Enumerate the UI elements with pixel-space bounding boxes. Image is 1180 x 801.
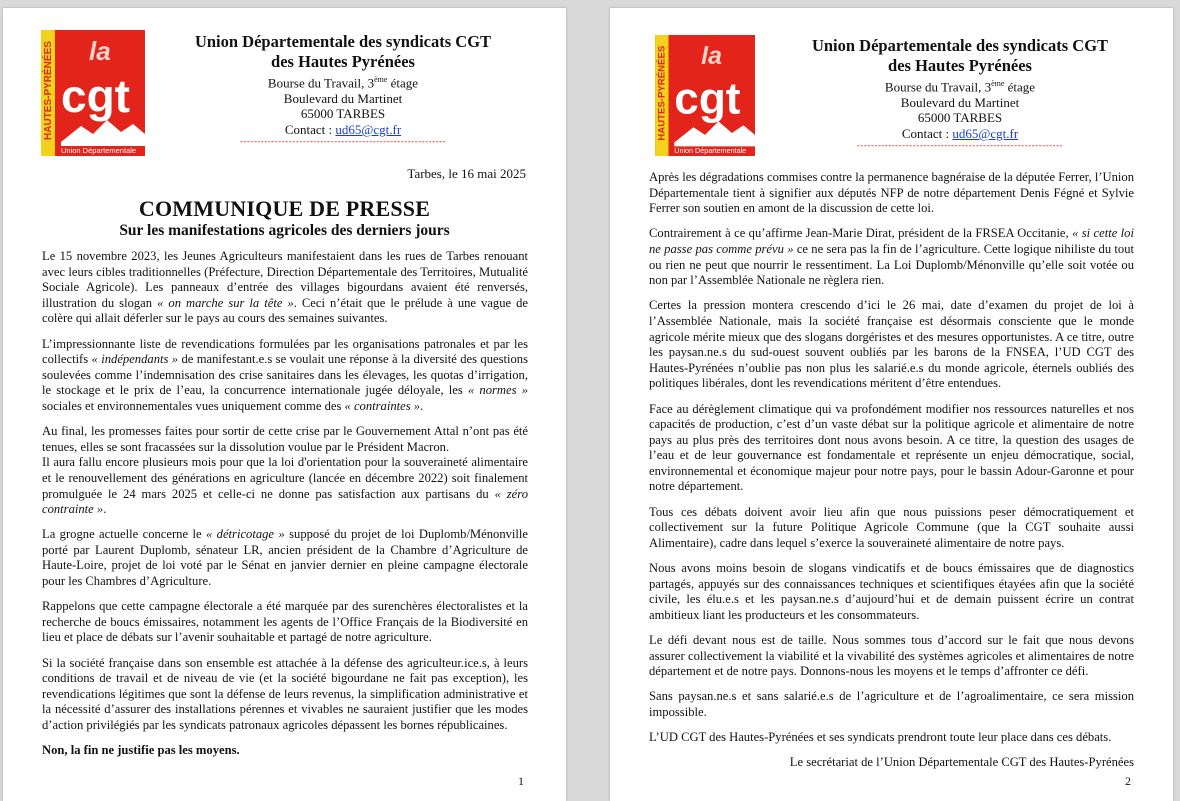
logo-cgt-text: cgt bbox=[61, 70, 130, 122]
page-gap bbox=[566, 0, 610, 801]
paragraph: Au final, les promesses faites pour sortir de cette crise par le Gouvernement Attal n’ont pas été tenues, elles se sont fracassées sur la dissolution voulue par le Président Macron. bbox=[42, 424, 528, 454]
paragraph: Face au dérèglement climatique qui va profondément modifier nos ressources naturelles et nos capacités de production, c’est d’un vaste débat sur la politique agricole et alimentaire de notre pays au plus près des territoires dont nous avons besoin. A ce titre, la question des usages de l’eau et de leur gouvernance est fondamentale et représente un enjeu démocratique, social, environnemental et économique majeur pour notre pays, pour le bassin Adour-Garonne et pour notre département. bbox=[649, 401, 1134, 494]
logo-la-text: la bbox=[701, 41, 722, 70]
document-page-1 bbox=[3, 8, 566, 801]
separator-dashes: ----------------------------------------------------------- bbox=[239, 136, 447, 147]
email-link[interactable]: ud65@cgt.fr bbox=[335, 121, 402, 137]
separator-dashes: ----------------------------------------------------------- bbox=[856, 140, 1064, 151]
city-line: 65000 TARBES bbox=[917, 110, 1003, 126]
paragraph: Si la société française dans son ensemble est attachée à la défense des agriculteur.ice.s, à leurs conditions de travail et de niveau de vie (et la société bigourdane ne fait pas exception), les revendications légitimes que sont la défense de leurs revenus, la simplification administrative et la nécessité d’assurer des installations pérennes et vivables ne sauraient justifier que les modes d’action privilégiés par les syndicats patronaux agricoles dépassent les bornes républicaines. bbox=[42, 655, 528, 732]
paragraph: L’UD CGT des Hautes-Pyrénées et ses syndicats prendront toute leur place dans ces débats. bbox=[649, 730, 1112, 745]
cgt-logo bbox=[41, 30, 145, 156]
paragraph: Le défi devant nous est de taille. Nous sommes tous d’accord sur le fait que nous devons assurer collectivement la viabilité et la vivabilité des systèmes agricoles et alimentaires de notre département et de notre pays. Donnons-nous les moyens et le temps d’affronter ce défi. bbox=[649, 633, 1134, 679]
contact-line: Contact : ud65@cgt.fr bbox=[284, 121, 402, 137]
logo-la-text: la bbox=[89, 36, 111, 66]
paragraph: L’impressionnante liste de revendications formulées par les organisations patronales et par les collectifs « indépendants » de manifestant.e.s se voulait une réponse à la diversité des questions soulevées comme l’indemnisation des crise sanitaires dans les élevages, les quotas d’irrigation, le stockage et le prix de l’eau, la concurrence internationale jugée déloyale, les « normes » sociales et environnementales vues uniquement comme des « contraintes ». bbox=[42, 336, 528, 413]
email-link[interactable]: ud65@cgt.fr bbox=[952, 125, 1019, 141]
logo-bottom-text: Union Départementale bbox=[61, 146, 137, 155]
letterhead bbox=[153, 32, 533, 146]
closing-statement: Non, la fin ne justifie pas les moyens. bbox=[42, 743, 240, 758]
paragraph: Sans paysan.ne.s et sans salarié.e.s de l’agriculture et de l’agroalimentaire, ce sera mission impossible. bbox=[649, 689, 1134, 719]
org-name-line1: Union Départementale des syndicats CGT bbox=[194, 32, 492, 51]
paragraph: Il aura fallu encore plusieurs mois pour que la loi d'orientation pour la souveraineté alimentaire et le renouvellement des générations en agriculture (lancée en décembre 2022) soit finalement promulguée le 24 mars 2025 et celle-ci ne donne pas satisfaction aux partisans du « zéro contrainte ». bbox=[42, 455, 528, 517]
address-line: Bourse du Travail, 3ème étage bbox=[267, 75, 419, 91]
letterhead bbox=[765, 36, 1155, 150]
cgt-logo-graphic bbox=[41, 30, 145, 156]
document-page-2 bbox=[610, 8, 1173, 801]
paragraph: Rappelons que cette campagne électorale a été marquée par des surenchères électoralistes et la recherche de boucs émissaires, notamment les agents de l’Office Français de la Biodiversité en lieu et place de débats sur l’avenir souhaitable et partagé de notre agriculture. bbox=[42, 599, 528, 645]
signature-line: Le secrétariat de l’Union Départementale CGT des Hautes-Pyrénées bbox=[789, 755, 1134, 770]
cgt-logo bbox=[655, 35, 755, 156]
logo-side-text: HAUTES-PYRÉNÉES bbox=[656, 45, 668, 141]
city-line: 65000 TARBES bbox=[300, 106, 386, 122]
paragraph: Nous avons moins besoin de slogans vindicatifs et de boucs émissaires que de diagnostics partagés, appuyés sur des connaissances techniques et scientifiques étayées afin que la société civile, les élu.e.s et les paysan.ne.s d’aujourd’hui et de demain puissent écrire un contrat ambitieux liant les producteurs et les consommateurs. bbox=[649, 561, 1134, 622]
page1-body bbox=[42, 249, 528, 768]
street-line: Boulevard du Martinet bbox=[283, 90, 403, 106]
org-name-line1: Union Départementale des syndicats CGT bbox=[811, 36, 1109, 55]
logo-bottom-text: Union Départementale bbox=[674, 146, 747, 156]
paragraph: Contrairement à ce qu’affirme Jean-Marie Dirat, président de la FRSEA Occitanie, « si cette loi ne passe pas comme prévu » ce ne sera pas la fin de l’agriculture. Cette logique nihiliste du tout ou rien ne peut que nourrir le ressentiment. La Loi Duplomb/Ménonville qu’elle soit votée ou non par l’Assemblée Nationale ne règlera rien. bbox=[649, 226, 1135, 288]
paragraph: La grogne actuelle concerne le « détricotage » supposé du projet de loi Duplomb/Ménonville porté par Laurent Duplomb, sénateur LR, ancien président de la Chambre d’Agriculture de Haute-Loire, projet de loi voté par le Sénat en janvier dernier en pleine campagne électorale pour les Chambres d’Agriculture. bbox=[42, 527, 528, 589]
paragraph: Tous ces débats doivent avoir lieu afin que nous puissions peser démocratiquement et collectivement sur la future Politique Agricole Commune (que la CGT souhaite aussi Alimentaire), cadre dans lequel s’exerce la souveraineté alimentaire de notre pays. bbox=[649, 504, 1134, 550]
contact-line: Contact : ud65@cgt.fr bbox=[901, 125, 1019, 141]
org-name-line2: des Hautes Pyrénées bbox=[888, 56, 1032, 75]
org-name-line2: des Hautes Pyrénées bbox=[271, 52, 415, 71]
paragraph: Certes la pression montera crescendo d’ici le 26 mai, date d’examen du projet de loi à l’Assemblée Nationale, mais la société française est désormais consciente que le monde agricole mérite mieux que des slogans dorgéristes et des mesures opportunistes. A ce titre, outre les paysan.ne.s du sud-ouest souvent oubliés par les barons de la FNSEA, l’UD CGT des Hautes-Pyrénées n’oublie pas non plus les salarié.e.s du monde agricole, éternels oubliés des politiques libérales, dont les revendications méritent d’être entendues. bbox=[649, 298, 1134, 391]
page-number: 1 bbox=[518, 774, 524, 788]
cgt-logo-graphic bbox=[655, 35, 755, 156]
document-date: Tarbes, le 16 mai 2025 bbox=[407, 166, 526, 181]
street-line: Boulevard du Martinet bbox=[900, 94, 1020, 110]
paragraph: Le 15 novembre 2023, les Jeunes Agriculteurs manifestaient dans les rues de Tarbes renouant avec leurs cibles traditionnelles (Préfecture, Direction Départementale des Territoires, Mutualité Sociale Agricole). Les panneaux d’entrée des villages bigourdans avaient été renversés, illustration du slogan « on marche sur la tête ». Ceci n’était que le prélude à une vague de colère qui allait déferler sur le pays au cours des semaines suivantes. bbox=[42, 249, 529, 326]
page2-body bbox=[649, 170, 1134, 781]
document-subtitle: Sur les manifestations agricoles des derniers jours bbox=[119, 222, 450, 239]
document-title: COMMUNIQUE DE PRESSE bbox=[138, 196, 431, 221]
logo-side-text: HAUTES-PYRÉNÉES bbox=[43, 41, 54, 140]
address-line: Bourse du Travail, 3ème étage bbox=[884, 79, 1036, 95]
paragraph: Après les dégradations commises contre la permanence bagnéraise de la députée Ferrer, l’Union Départementale tient à signifier aux députés NFP de notre département Denis Fégné et Sylvie Ferrer son soutien en amont de la discussion de cette loi. bbox=[649, 170, 1134, 216]
logo-cgt-text: cgt bbox=[674, 74, 741, 124]
page-number: 2 bbox=[1125, 774, 1131, 788]
